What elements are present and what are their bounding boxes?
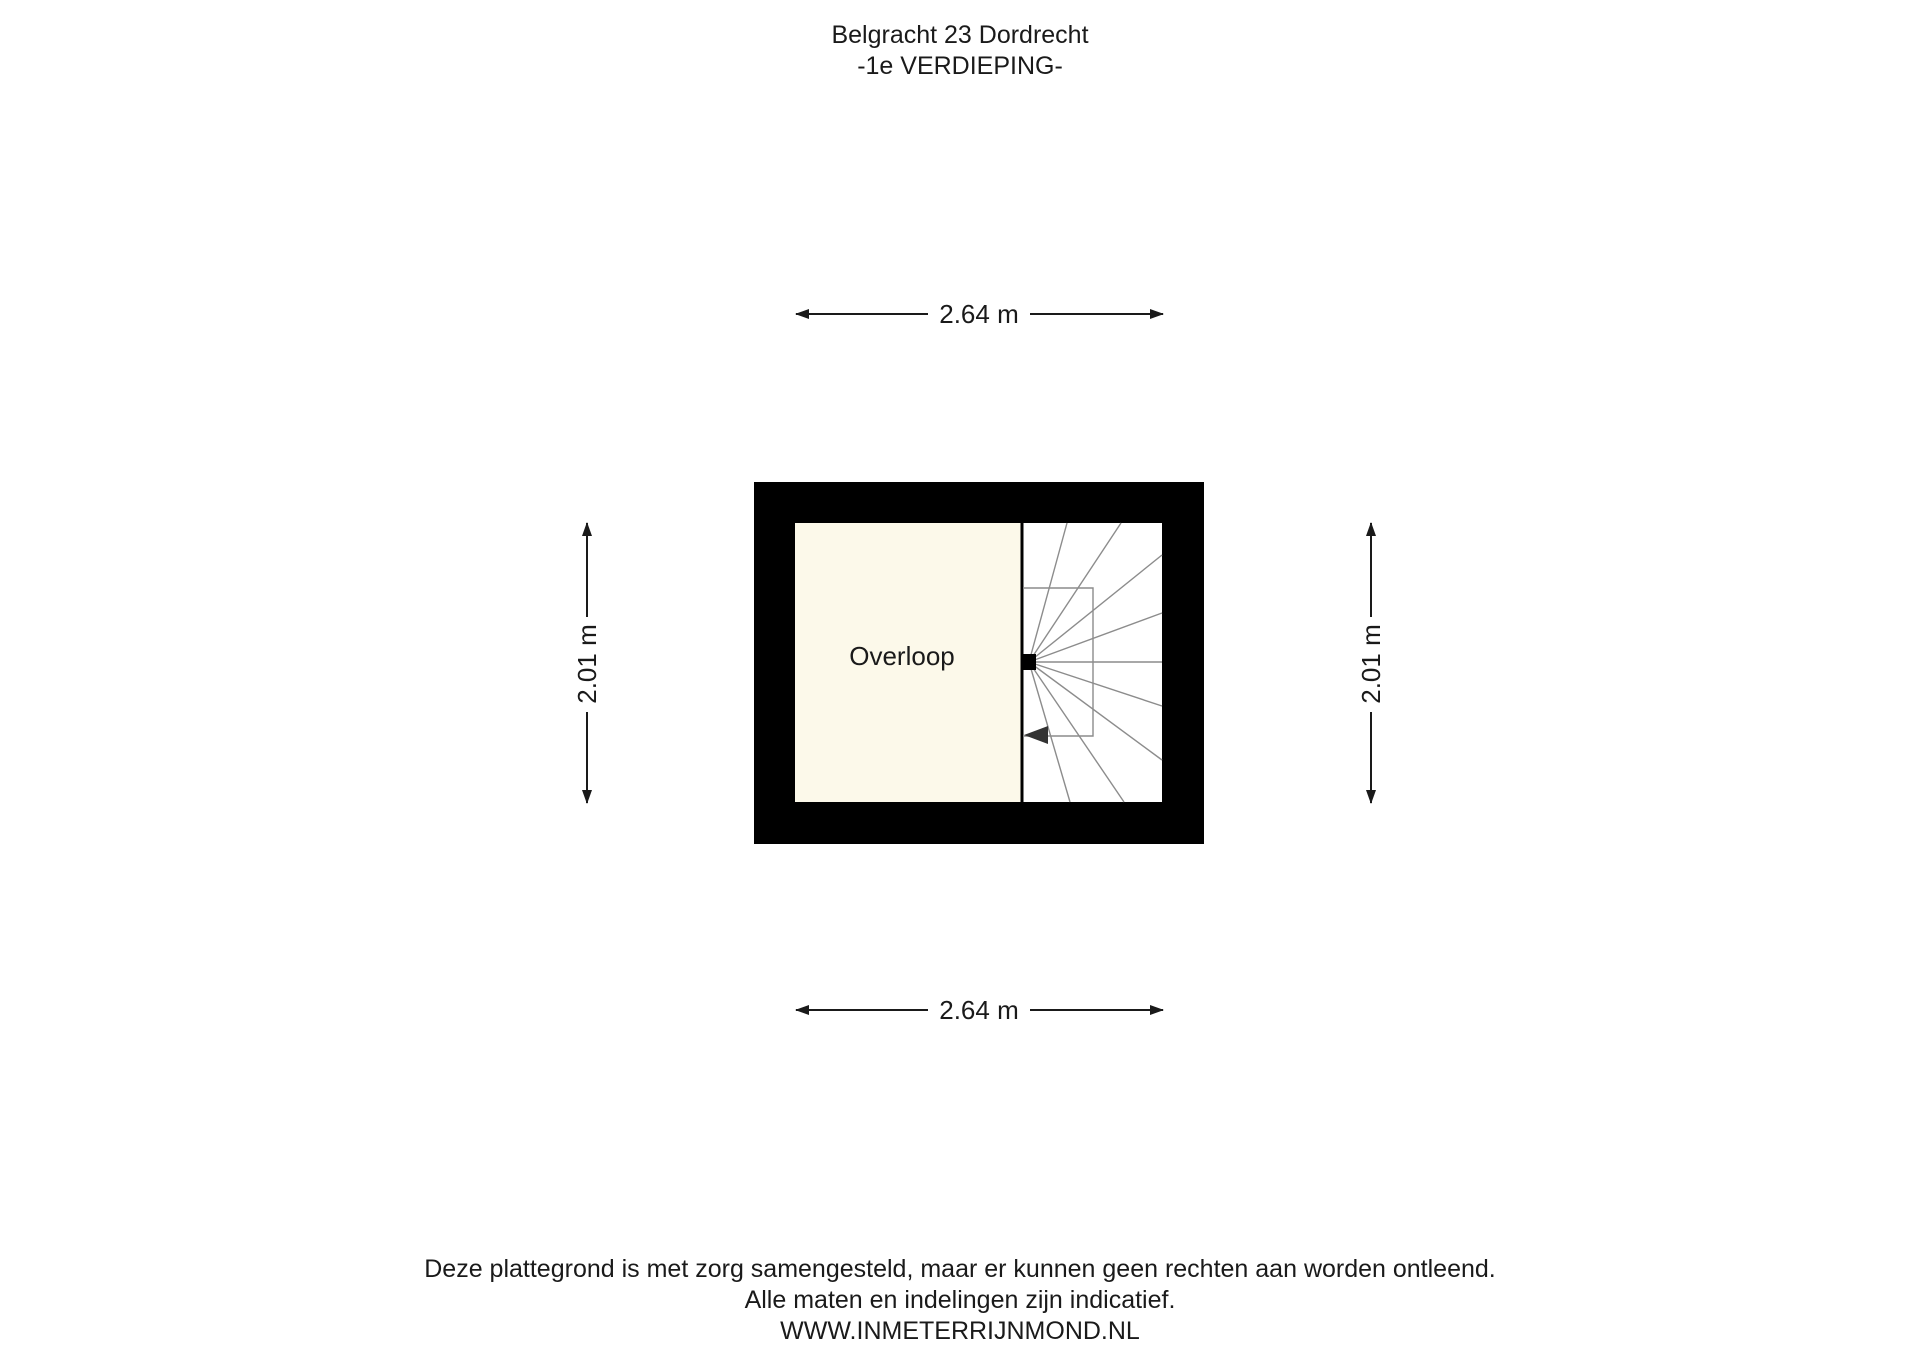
dimension-left-label: 2.01 m (572, 624, 602, 704)
address-title: Belgracht 23 Dordrecht (831, 21, 1089, 49)
dimension-bottom (796, 995, 1163, 1025)
dimension-top-label: 2.64 m (939, 299, 1019, 329)
dimension-top (796, 299, 1163, 329)
newel-post (1022, 654, 1036, 670)
floor-title: -1e VERDIEPING- (857, 52, 1063, 80)
disclaimer-text: Deze plattegrond is met zorg samengesteld, maar er kunnen geen rechten aan worden ontleend. (424, 1255, 1496, 1283)
dimension-right (1356, 523, 1386, 803)
dimension-left (572, 523, 602, 803)
dimension-right-label: 2.01 m (1356, 624, 1386, 704)
dimension-bottom-label: 2.64 m (939, 995, 1019, 1025)
website-text: WWW.INMETERRIJNMOND.NL (780, 1317, 1140, 1345)
page-footer (0, 1254, 1920, 1347)
indicative-note: Alle maten en indelingen zijn indicatief. (744, 1286, 1176, 1314)
room-label: Overloop (849, 641, 955, 671)
